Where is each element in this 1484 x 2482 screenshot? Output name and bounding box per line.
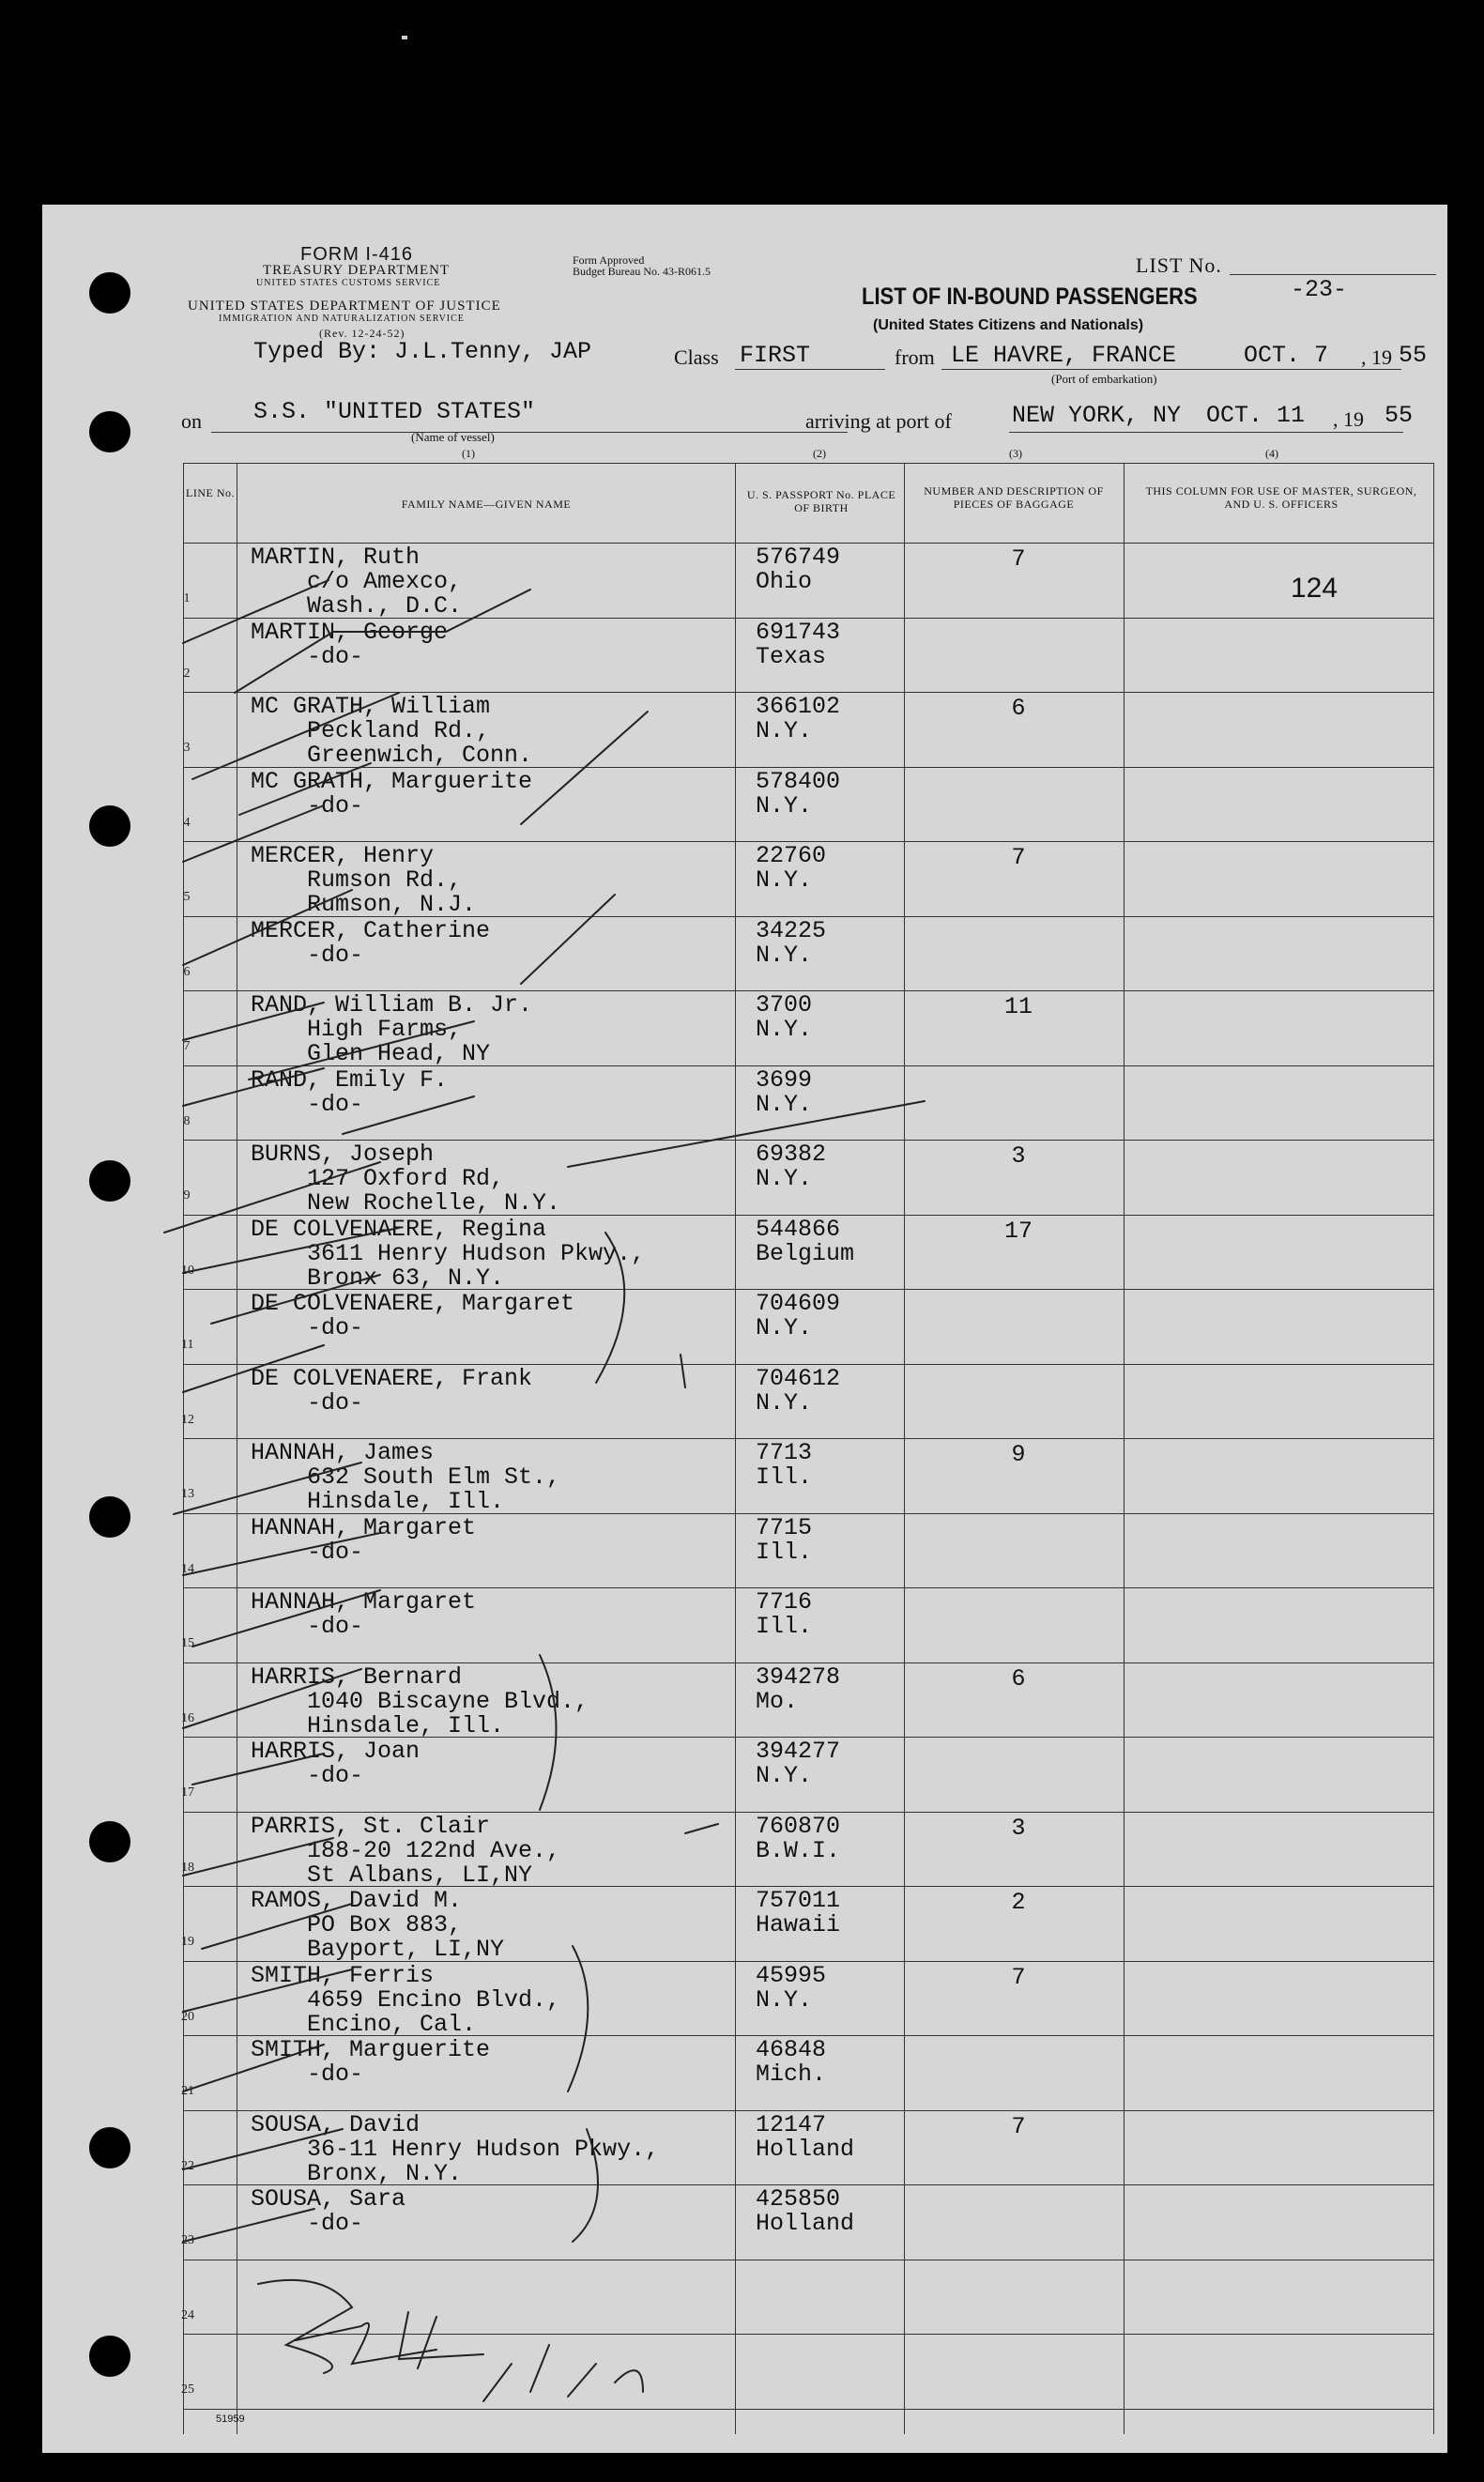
justice-dept: UNITED STATES DEPARTMENT OF JUSTICE — [188, 299, 501, 314]
passport-number: 704609 — [756, 1290, 841, 1317]
col-header-baggage: NUMBER AND DESCRIPTION OF PIECES OF BAGGAGE — [924, 484, 1104, 511]
list-no-label: LIST No. — [1136, 253, 1222, 277]
passenger-name: MC GRATH, Marguerite — [251, 767, 533, 795]
place-of-birth: N.Y. — [756, 1388, 813, 1417]
line-number: 15 — [181, 1636, 194, 1650]
passport-number: 12147 — [756, 2110, 827, 2138]
passenger-name: RAND, Emily F. — [251, 1065, 449, 1094]
col-num-3: (3) — [1009, 447, 1022, 460]
passenger-address: Rumson Rd., Rumson, N.J. — [307, 866, 477, 918]
place-of-birth: N.Y. — [756, 1016, 813, 1043]
passenger-name: MARTIN, George — [251, 618, 449, 646]
passenger-address: -do- — [251, 1538, 364, 1566]
budget-bureau: Budget Bureau No. 43-R061.5 — [573, 265, 711, 278]
class-value: FIRST — [740, 342, 811, 369]
line-number: 13 — [181, 1487, 194, 1501]
passenger-address: 4659 Encino Blvd., Encino, Cal. — [307, 1985, 561, 2038]
passport-number: 425850 — [756, 2185, 841, 2213]
passenger-name: HANNAH, Margaret — [251, 1513, 477, 1541]
line-number: 8 — [183, 1113, 191, 1128]
passenger-name: HARRIS, Joan — [251, 1738, 421, 1765]
passenger-name: MARTIN, Ruth — [251, 544, 421, 571]
place-of-birth: N.Y. — [756, 1165, 813, 1192]
passenger-address: 1040 Biscayne Blvd., Hinsdale, Ill. — [307, 1687, 589, 1739]
passport-number: 544866 — [756, 1215, 841, 1243]
passenger-name: MERCER, Catherine — [251, 916, 491, 944]
arrival-year-prefix: , 19 — [1333, 407, 1364, 431]
line-number: 12 — [181, 1412, 194, 1427]
passport-number: 760870 — [756, 1812, 841, 1840]
embark-caption: (Port of embarkation) — [1051, 372, 1157, 386]
passport-number: 7713 — [756, 1439, 813, 1466]
passport-number: 46848 — [756, 2036, 827, 2063]
embark-year-prefix: , 19 — [1361, 345, 1392, 369]
passenger-name: DE COLVENAERE, Frank — [251, 1364, 533, 1392]
line-number: 6 — [183, 964, 191, 979]
passenger-address: -do- — [251, 1613, 364, 1640]
passport-number: 45995 — [756, 1961, 827, 1989]
line-number: 21 — [181, 2084, 194, 2098]
passenger-name: SOUSA, Sara — [251, 2185, 406, 2213]
place-of-birth: Texas — [756, 642, 827, 670]
col-num-2: (2) — [813, 447, 826, 460]
baggage-count: 2 — [1011, 1889, 1026, 1916]
passenger-name: MERCER, Henry — [251, 842, 435, 869]
place-of-birth: Mich. — [756, 2061, 827, 2088]
passport-number: 757011 — [756, 1887, 841, 1914]
baggage-count: 3 — [1011, 1142, 1026, 1170]
treasury-dept: TREASURY DEPARTMENT — [263, 263, 451, 278]
handwritten-marks — [42, 205, 1447, 2453]
line-number: 20 — [181, 2009, 194, 2024]
passport-number: 394277 — [756, 1738, 841, 1765]
baggage-count: 7 — [1011, 545, 1026, 573]
col-header-line: LINE No. — [186, 486, 235, 499]
passenger-address: -do- — [251, 1090, 364, 1118]
passenger-name: SMITH, Ferris — [251, 1961, 435, 1989]
passport-number: 69382 — [756, 1141, 827, 1168]
place-of-birth: N.Y. — [756, 791, 813, 820]
form-number: FORM I-416 — [300, 244, 414, 265]
line-number: 3 — [183, 741, 191, 755]
place-of-birth: N.Y. — [756, 866, 813, 894]
place-of-birth: N.Y. — [756, 1314, 813, 1341]
line-number: 19 — [181, 1935, 194, 1949]
passport-number: 578400 — [756, 767, 841, 795]
passport-number: 366102 — [756, 693, 841, 720]
arriving-label: arriving at port of — [805, 409, 952, 433]
form-subtitle: (United States Citizens and Nationals) — [873, 317, 1144, 333]
passenger-address: -do- — [251, 2061, 364, 2088]
baggage-count: 3 — [1011, 1814, 1026, 1842]
baggage-count: 17 — [1003, 1217, 1033, 1245]
baggage-count: 7 — [1011, 2112, 1026, 2140]
line-number: 10 — [181, 1263, 194, 1278]
ins-service: IMMIGRATION AND NATURALIZATION SERVICE — [219, 314, 465, 324]
arrival-date: OCT. 11 — [1206, 402, 1306, 429]
passport-number: 576749 — [756, 544, 841, 571]
passenger-address: Peckland Rd., Greenwich, Conn. — [307, 717, 533, 769]
baggage-count: 6 — [1011, 1664, 1026, 1693]
baggage-count: 7 — [1011, 1963, 1026, 1991]
line-number: 25 — [181, 2382, 194, 2397]
place-of-birth: Ill. — [756, 1463, 813, 1491]
place-of-birth: N.Y. — [756, 717, 813, 744]
line-number: 1 — [183, 591, 191, 605]
line-number: 14 — [181, 1561, 194, 1576]
form-revision: (Rev. 12-24-52) — [319, 327, 405, 340]
embark-date: OCT. 7 — [1244, 342, 1329, 369]
passport-number: 34225 — [756, 916, 827, 944]
line-number: 2 — [183, 666, 191, 681]
place-of-birth: B.W.I. — [756, 1836, 841, 1864]
passenger-name: SOUSA, David — [251, 2110, 421, 2138]
passenger-address: -do- — [251, 2210, 364, 2237]
col-num-1: (1) — [462, 447, 475, 460]
passport-number: 3700 — [756, 991, 813, 1019]
col-header-passport: U. S. PASSPORT No. PLACE OF BIRTH — [746, 488, 896, 514]
place-of-birth: Ill. — [756, 1538, 813, 1566]
passport-number: 3699 — [756, 1065, 813, 1094]
manifest-page — [42, 205, 1447, 2453]
passenger-address: 36-11 Henry Hudson Pkwy., Bronx, N.Y. — [307, 2135, 660, 2187]
vessel-caption: (Name of vessel) — [411, 430, 495, 444]
passenger-address: -do- — [251, 941, 364, 969]
passenger-address: 632 South Elm St., Hinsdale, Ill. — [307, 1463, 561, 1515]
scan-speck — [402, 36, 407, 39]
passenger-address: High Farms, Glen Head, NY — [307, 1016, 491, 1067]
passenger-name: BURNS, Joseph — [251, 1141, 435, 1168]
passenger-name: RAMOS, David M. — [251, 1887, 463, 1914]
line-number: 17 — [181, 1785, 194, 1800]
passenger-address: -do- — [251, 1314, 364, 1341]
baggage-count: 11 — [1003, 993, 1033, 1020]
passenger-address: PO Box 883, Bayport, LI,NY — [307, 1911, 505, 1963]
place-of-birth: N.Y. — [756, 1985, 813, 2014]
line-number: 5 — [183, 890, 191, 904]
arrival-port: NEW YORK, NY — [1012, 402, 1182, 429]
officer-note: 124 — [1291, 573, 1339, 604]
line-number: 4 — [183, 815, 191, 830]
col-header-name: FAMILY NAME—GIVEN NAME — [401, 498, 572, 511]
from-label: from — [895, 345, 935, 369]
col-num-4: (4) — [1265, 447, 1278, 460]
passenger-address: -do- — [251, 1762, 364, 1789]
passport-number: 7716 — [756, 1588, 813, 1616]
place-of-birth: N.Y. — [756, 1762, 813, 1789]
form-approved: Form Approved — [573, 253, 645, 267]
baggage-count: 7 — [1011, 844, 1026, 871]
passenger-address: -do- — [251, 791, 364, 820]
form-title: LIST OF IN-BOUND PASSENGERS — [862, 283, 1198, 310]
passenger-name: MC GRATH, William — [251, 693, 491, 720]
place-of-birth: Hawaii — [756, 1911, 841, 1938]
passenger-address: 127 Oxford Rd, New Rochelle, N.Y. — [307, 1165, 561, 1217]
line-number: 9 — [183, 1188, 191, 1203]
line-number: 7 — [183, 1039, 191, 1053]
place-of-birth: Ohio — [756, 568, 813, 595]
footer-code: 51959 — [216, 2413, 245, 2425]
line-number: 24 — [181, 2307, 194, 2322]
line-number: 16 — [181, 1710, 194, 1725]
passenger-address: c/o Amexco, Wash., D.C. — [307, 568, 463, 620]
line-number: 23 — [181, 2233, 194, 2247]
passport-number: 22760 — [756, 842, 827, 869]
baggage-count: 9 — [1011, 1441, 1026, 1468]
line-number: 18 — [181, 1860, 194, 1875]
passenger-address: 3611 Henry Hudson Pkwy., Bronx 63, N.Y. — [307, 1239, 646, 1292]
arrival-year: 55 — [1385, 402, 1414, 429]
passport-number: 704612 — [756, 1364, 841, 1392]
passport-number: 7715 — [756, 1513, 813, 1541]
passport-number: 394278 — [756, 1662, 841, 1691]
vessel-name: S.S. "UNITED STATES" — [253, 398, 536, 425]
passenger-address: -do- — [251, 642, 364, 670]
embark-year: 55 — [1399, 342, 1428, 369]
passenger-name: DE COLVENAERE, Margaret — [251, 1290, 575, 1317]
passenger-name: HANNAH, James — [251, 1439, 435, 1466]
passenger-address: -do- — [251, 1388, 364, 1417]
place-of-birth: N.Y. — [756, 941, 813, 969]
line-number: 22 — [181, 2158, 194, 2173]
class-label: Class — [674, 345, 719, 369]
place-of-birth: N.Y. — [756, 1090, 813, 1118]
line-number: 11 — [181, 1338, 194, 1352]
on-label: on — [181, 409, 202, 433]
passenger-name: HARRIS, Bernard — [251, 1662, 463, 1691]
place-of-birth: Holland — [756, 2135, 855, 2163]
col-header-officers: THIS COLUMN FOR USE OF MASTER, SURGEON, AND U. S. OFFICERS — [1145, 484, 1417, 511]
place-of-birth: Belgium — [756, 1239, 855, 1267]
customs-service: UNITED STATES CUSTOMS SERVICE — [256, 278, 441, 288]
baggage-count: 6 — [1011, 695, 1026, 722]
passenger-name: RAND, William B. Jr. — [251, 991, 533, 1019]
list-no-value: -23- — [1291, 276, 1348, 303]
typed-by: Typed By: J.L.Tenny, JAP — [253, 338, 592, 365]
from-value: LE HAVRE, FRANCE — [951, 342, 1177, 369]
passenger-name: HANNAH, Margaret — [251, 1588, 477, 1616]
passport-number: 691743 — [756, 618, 841, 646]
passenger-name: DE COLVENAERE, Regina — [251, 1215, 547, 1243]
place-of-birth: Ill. — [756, 1613, 813, 1640]
passenger-name: PARRIS, St. Clair — [251, 1812, 491, 1840]
place-of-birth: Holland — [756, 2210, 855, 2237]
passenger-name: SMITH, Marguerite — [251, 2036, 491, 2063]
passenger-address: 188-20 122nd Ave., St Albans, LI,NY — [307, 1836, 561, 1889]
place-of-birth: Mo. — [756, 1687, 799, 1715]
